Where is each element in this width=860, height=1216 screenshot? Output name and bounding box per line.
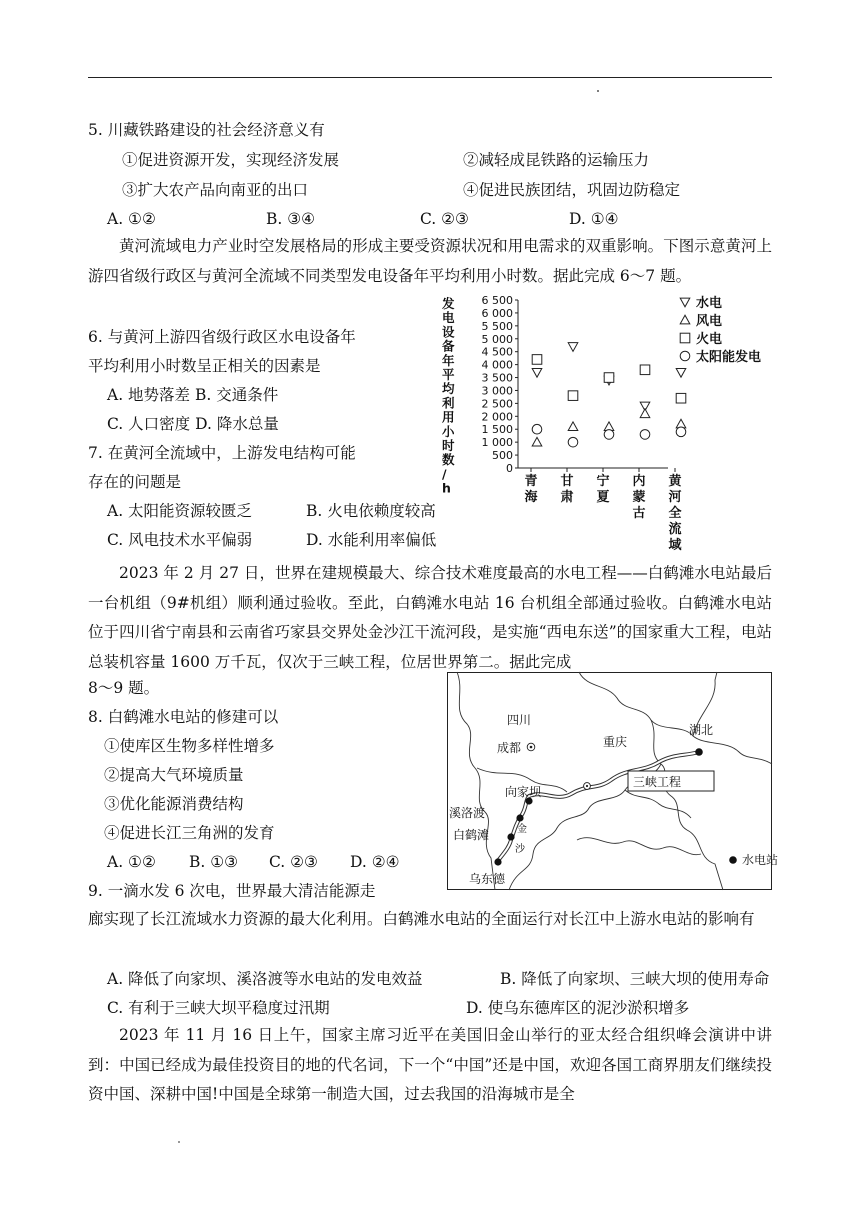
q7-stem-line1: 7. 在黄河全流域中，上游发电结构可能 — [88, 444, 356, 462]
chart-point-triangle-down — [532, 369, 542, 378]
intro-8-9: 2023 年 2 月 27 日，世界在建规模最大、综合技术难度最高的水电工程——白鹤滩水电站最后一台机组（9#机组）顺利通过验收。至此，白鹤滩水电站 16 台机组全部通过验收。白鹤滩水电站位于四川省宁南县和云南省巧家县交界处金沙江干流河段，是实施“西电东送”的国家重大工程，电站总装机容量 1600 万千瓦，仅次于三峡工程，位居世界第二。据此完成 — [88, 564, 772, 671]
chart-point-square — [604, 373, 614, 383]
q5-option-b[interactable]: B. ③④ — [266, 210, 316, 228]
q8-option-c[interactable]: C. ②③ — [269, 853, 318, 871]
chart-point-circle — [676, 427, 686, 437]
chart-point-circle — [640, 430, 650, 440]
chart-y-tick-label: 5 000 — [481, 332, 513, 346]
chart-y-ticks — [482, 294, 519, 475]
chart-x-ticks — [531, 468, 675, 472]
label-xiluodu: 溪洛渡 — [449, 806, 486, 820]
q7-stem-line2: 存在的问题是 — [88, 473, 182, 491]
label-sanxia: 三峡工程 — [633, 775, 682, 789]
chart-x-label: 青海 — [524, 474, 538, 505]
station-wudongde — [494, 858, 501, 865]
speck-bottom — [178, 1141, 180, 1143]
chart-point-triangle-up — [640, 409, 650, 418]
q5-option-c[interactable]: C. ②③ — [420, 210, 469, 228]
q8-option-a[interactable]: A. ①② — [107, 853, 156, 871]
chart-x-label: 内蒙古 — [632, 474, 646, 521]
station-sanxia — [695, 748, 703, 756]
q7-option-c[interactable]: C. 风电技术水平偏弱 — [107, 531, 253, 549]
chart-point-circle — [604, 430, 614, 440]
chart-y-tick-label: 6 500 — [481, 294, 513, 307]
label-hubei: 湖北 — [689, 723, 714, 737]
q5-item-2: ②减轻成昆铁路的运输压力 — [463, 151, 650, 169]
legend-label: 风电 — [696, 314, 723, 329]
q7-option-b[interactable]: B. 火电依赖度较高 — [306, 502, 436, 520]
chart-y-tick-label: 1 500 — [481, 423, 513, 437]
intro-8-9-end: 8～9 题。 — [88, 679, 160, 697]
label-chengdu: 成都 — [497, 741, 522, 755]
q9-option-c[interactable]: C. 有利于三峡大坝平稳度过汛期 — [107, 999, 330, 1017]
speck — [597, 90, 599, 92]
chart-point-square — [676, 393, 686, 403]
chart-point-circle — [532, 424, 542, 434]
chart-x-label: 黄河全流域 — [668, 474, 682, 553]
intro-10: 2023 年 11 月 16 日上午，国家主席习近平在美国旧金山举行的亚太经合组织峰会演讲中讲到：中国已经成为最佳投资目的地的代名词，下一个“中国”还是中国，欢迎各国工商界朋友们继续投资中国、深耕中国!中国是全球第一制造大国，过去我国的沿海城市是全 — [88, 1026, 772, 1103]
chart-y-tick-label: 4 000 — [481, 358, 513, 372]
intro-6-7: 黄河流域电力产业时空发展格局的形成主要受资源状况和用电需求的双重影响。下图示意黄河上游四省级行政区与黄河全流域不同类型发电设备年平均利用小时数。据此完成 6～7 题。 — [88, 237, 772, 285]
q5-option-d[interactable]: D. ①④ — [569, 210, 619, 228]
chart-y-tick-label: 1 000 — [481, 436, 513, 450]
legend-label: 水电 — [696, 296, 723, 311]
label-sichuan: 四川 — [507, 713, 532, 727]
q6-stem-line2: 平均利用小时数呈正相关的因素是 — [88, 357, 321, 375]
header-rule — [88, 77, 772, 78]
q5-option-a[interactable]: A. ①② — [107, 210, 156, 228]
chart-y-tick-label: 2 000 — [481, 410, 513, 424]
q8-item-2: ②提高大气环境质量 — [104, 766, 244, 784]
chart-point-square — [640, 365, 650, 375]
q9-stem-rest: 廊实现了长江流域水力资源的最大化利用。白鹤滩水电站的全面运行对长江中上游水电站的影响有 — [88, 910, 755, 928]
legend-marker-circle — [680, 351, 690, 361]
chart-y-tick-label: 6 000 — [481, 306, 513, 320]
label-chongqing: 重庆 — [603, 735, 628, 749]
chart-y-tick-label: 0 — [506, 462, 513, 475]
chart-marks — [532, 343, 686, 447]
chart-y-tick-label: 2 500 — [481, 397, 513, 411]
label-sha: 沙 — [515, 844, 525, 855]
q5-item-4: ④促进民族团结，巩固边防稳定 — [463, 181, 681, 199]
label-wudongde: 乌东德 — [469, 872, 506, 886]
yangtze-hydropower-map — [447, 672, 779, 890]
q8-option-b[interactable]: B. ①③ — [189, 853, 239, 871]
legend-label: 火电 — [696, 332, 723, 347]
chart-x-labels — [524, 473, 682, 553]
q5-item-3: ③扩大农产品向南亚的出口 — [122, 181, 309, 199]
power-hours-chart — [428, 290, 790, 552]
chart-y-tick-label: 500 — [492, 449, 513, 463]
station-xiluodu — [516, 814, 523, 821]
legend-marker-square — [680, 333, 690, 343]
q5-stem: 5. 川藏铁路建设的社会经济意义有 — [88, 121, 325, 139]
chart-point-square — [532, 355, 542, 365]
q6-options-row1[interactable]: A. 地势落差 B. 交通条件 — [107, 386, 279, 404]
label-xiangjiaba: 向家坝 — [505, 785, 542, 799]
q6-stem-line1: 6. 与黄河上游四省级行政区水电设备年 — [88, 328, 356, 346]
chart-point-square — [568, 391, 578, 401]
legend-station-icon — [729, 856, 737, 864]
chart-legend — [680, 295, 761, 365]
label-jin: 金 — [517, 824, 527, 835]
chart-y-tick-label: 5 500 — [481, 319, 513, 333]
chengdu-dot — [530, 746, 533, 749]
chongqing-dot — [586, 785, 588, 787]
q7-option-d[interactable]: D. 水能利用率偏低 — [306, 531, 437, 549]
q8-stem: 8. 白鹤滩水电站的修建可以 — [88, 708, 279, 726]
chart-ylabel-text: 发电设备年平均利用小时数/ h — [442, 296, 455, 496]
chart-point-triangle-down — [676, 369, 686, 378]
q9-option-a[interactable]: A. 降低了向家坝、溪洛渡等水电站的发电效益 — [107, 970, 423, 988]
chart-point-triangle-up — [568, 422, 578, 431]
legend-station-label: 水电站 — [742, 853, 779, 867]
q8-item-4: ④促进长江三角洲的发育 — [104, 824, 275, 842]
chart-x-label: 宁夏 — [596, 474, 610, 505]
chart-x-label: 甘肃 — [560, 474, 574, 505]
q9-option-b[interactable]: B. 降低了向家坝、三峡大坝的使用寿命 — [500, 970, 770, 988]
label-baihetan: 白鹤滩 — [453, 828, 490, 842]
chart-ylabel — [441, 296, 455, 496]
chart-y-tick-label: 3 000 — [481, 384, 513, 398]
q9-option-d[interactable]: D. 使乌东德库区的泥沙淤积增多 — [466, 999, 690, 1017]
legend-marker-triangle-up — [680, 315, 690, 324]
chart-point-circle — [568, 437, 578, 447]
q8-item-1: ①使库区生物多样性增多 — [104, 737, 275, 755]
q5-item-1: ①促进资源开发，实现经济发展 — [122, 151, 340, 169]
legend-label: 太阳能发电 — [696, 350, 762, 365]
q7-option-a[interactable]: A. 太阳能资源较匮乏 — [107, 502, 253, 520]
chart-point-triangle-down — [568, 343, 578, 352]
legend-marker-triangle-down — [680, 298, 690, 307]
station-baihetan — [507, 833, 514, 840]
chart-point-triangle-up — [532, 437, 542, 446]
q8-item-3: ③优化能源消费结构 — [104, 795, 244, 813]
q6-options-row2[interactable]: C. 人口密度 D. 降水总量 — [107, 415, 279, 433]
chart-y-tick-label: 3 500 — [481, 371, 513, 385]
q8-option-d[interactable]: D. ②④ — [350, 853, 400, 871]
q9-stem-line1: 9. 一滴水发 6 次电，世界最大清洁能源走 — [88, 882, 376, 900]
chart-y-tick-label: 4 500 — [481, 345, 513, 359]
